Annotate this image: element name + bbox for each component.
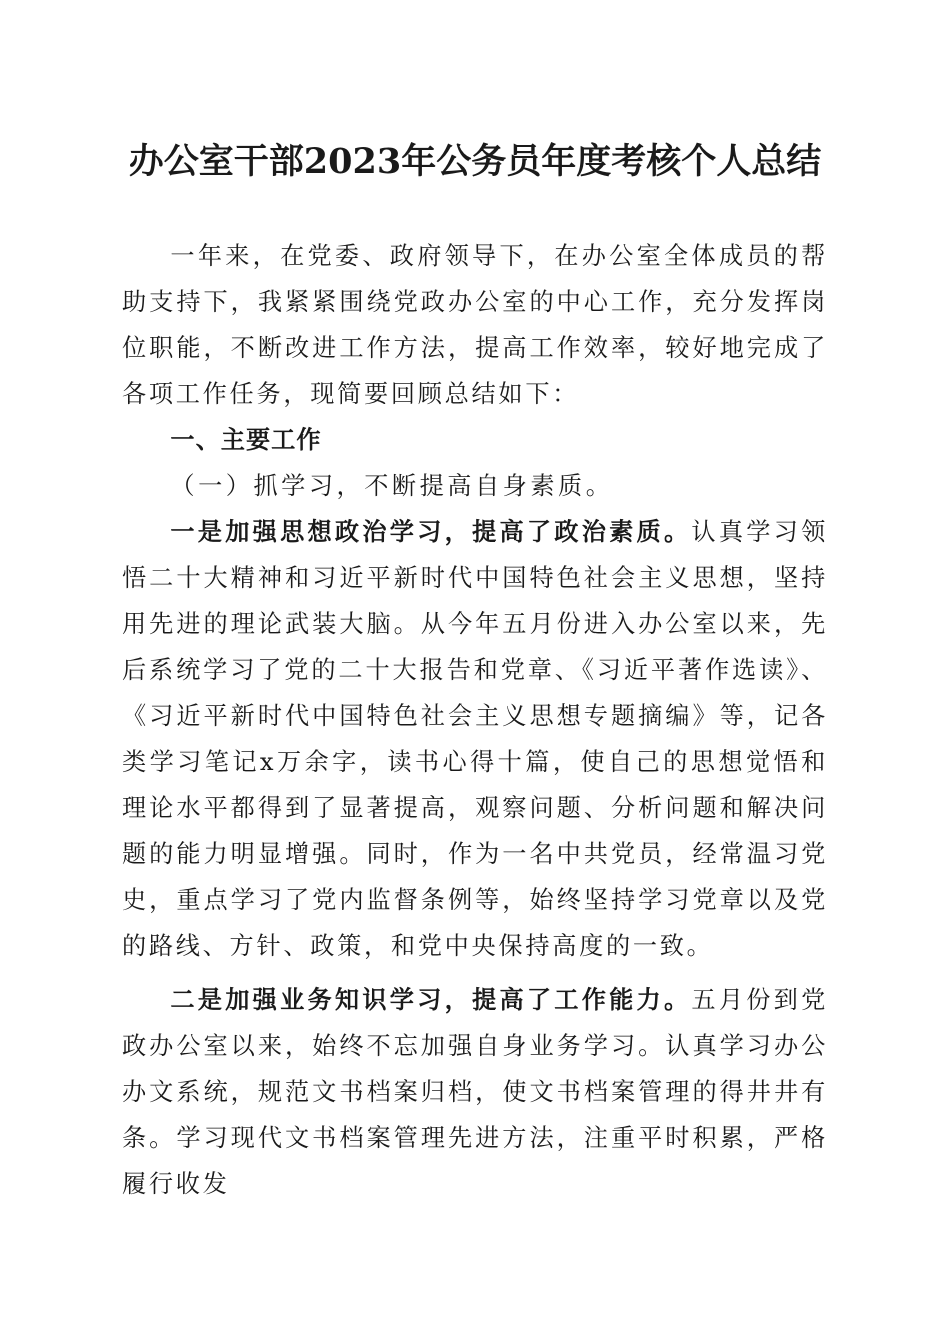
point-one-paragraph — [122, 509, 828, 969]
intro-paragraph: 一年来，在党委、政府领导下，在办公室全体成员的帮助支持下，我紧紧围绕党政办公室的中心工作，充分发挥岗位职能，不断改进工作方法，提高工作效率，较好地完成了各项工作任务，现简要回顾总结如下： — [122, 242, 828, 408]
subsection-heading-study: （一）抓学习，不断提高自身素质。 — [170, 472, 614, 500]
point-two-lead: 二是加强业务知识学习，提高了工作能力。 — [170, 985, 692, 1014]
point-one-text: 认真学习领悟二十大精神和习近平新时代中国特色社会主义思想，坚持用先进的理论武装大脑。从今年五月份进入办公室以来，先后系统学习了党的二十大报告和党章、《习近平著作选读》、《习近平新时代中国特色社会主义思想专题摘编》等，记各类学习笔记x万余字，读书心得十篇，使自己的思想觉悟和理论水平都得到了显著提高，观察问题、分析问题和解决问题的能力明显增强。同时，作为一名中共党员，经常温习党史，重点学习了党内监督条例等，始终坚持学习党章以及党的路线、方针、政策，和党中央保持高度的一致。 — [122, 518, 828, 960]
paragraph-gap — [122, 969, 828, 977]
point-two-paragraph — [122, 977, 828, 1207]
document-body — [122, 233, 828, 1207]
point-one-lead: 一是加强思想政治学习，提高了政治素质。 — [170, 517, 692, 546]
section-heading-main-work: 一、主要工作 — [170, 426, 322, 454]
point-two-text: 五月份到党政办公室以来，始终不忘加强自身业务学习。认真学习办公办文系统，规范文书档案归档，使文书档案管理的得井井有条。学习现代文书档案管理先进方法，注重平时积累，严格履行收发 — [122, 986, 828, 1198]
document-title: 办公室干部2023年公务员年度考核个人总结 — [128, 141, 822, 182]
